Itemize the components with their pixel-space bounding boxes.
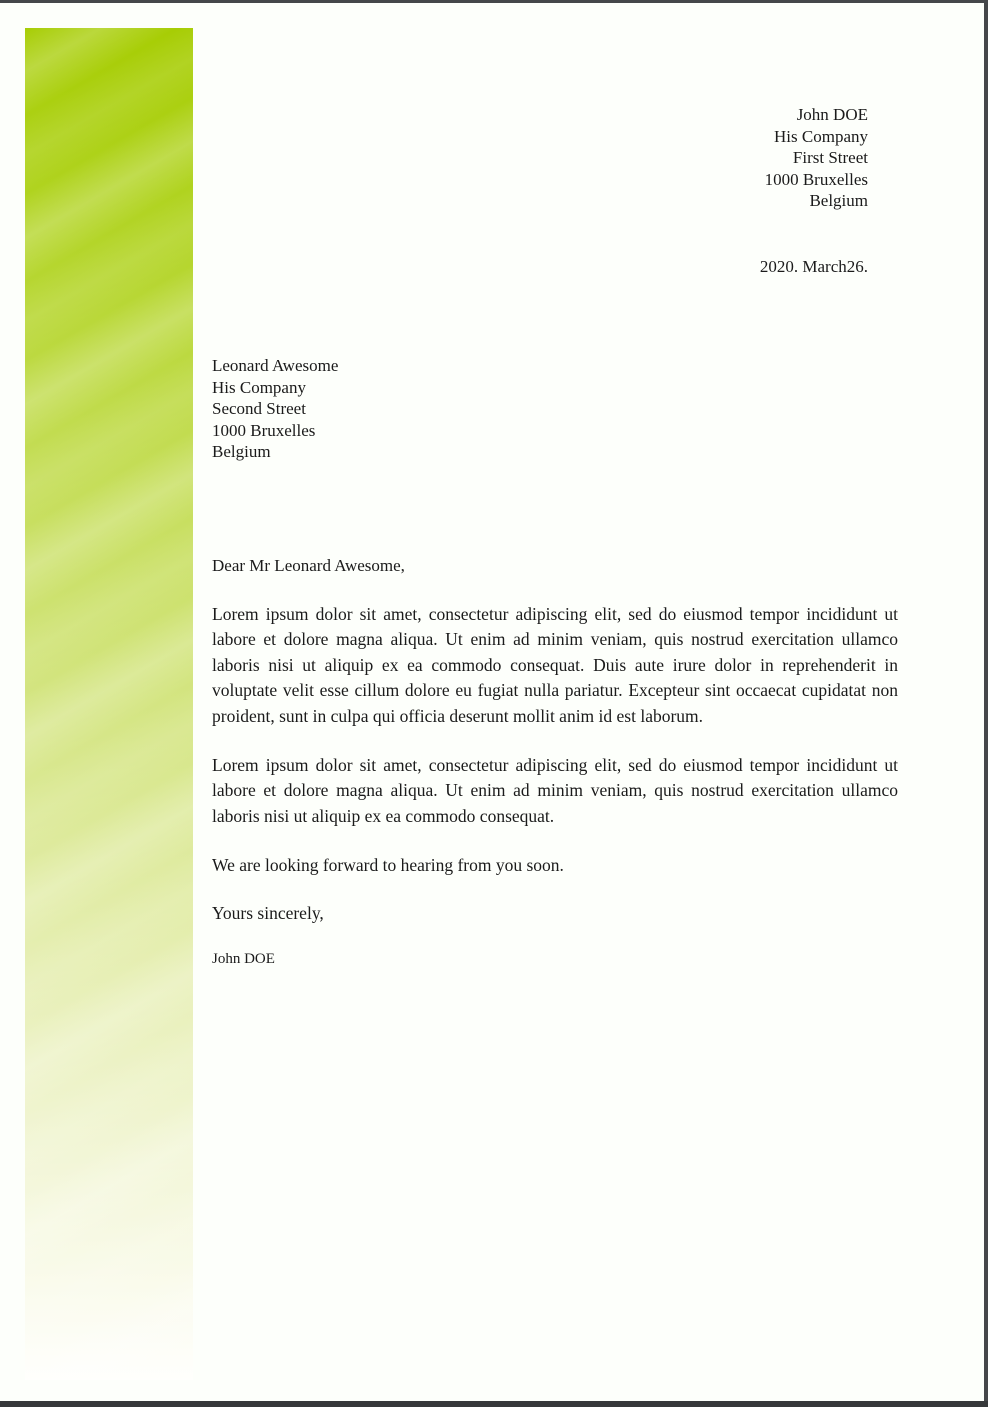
recipient-country: Belgium bbox=[212, 442, 271, 461]
body-paragraph-2: Lorem ipsum dolor sit amet, consectetur adipiscing elit, sed do eiusmod tempor incididunt ut labore et dolore magna aliqua. Ut enim ad minim veniam, quis nostrud exercitation ullamco laboris nisi ut aliquip ex ea commodo consequat. bbox=[212, 755, 898, 826]
sender-company: His Company bbox=[774, 126, 868, 146]
salutation: Dear Mr Leonard Awesome, bbox=[212, 556, 405, 575]
recipient-address-block bbox=[212, 355, 338, 463]
sender-street: First Street bbox=[792, 148, 868, 167]
body-paragraph-1: Lorem ipsum dolor sit amet, consectetur adipiscing elit, sed do eiusmod tempor incididunt ut labore et dolore magna aliqua. Ut enim ad minim veniam, quis nostrud exercitation ullamco laboris nisi ut aliquip ex ea commodo consequat. Duis aute irure dolor in reprehenderit in voluptate velit esse cillum dolore eu fugiat nulla pariatur. Excepteur sint occaecat cupidatat non proident, sunt in culpa qui officia deserunt mollit anim id est laborum. bbox=[212, 604, 898, 726]
sender-address-block bbox=[765, 104, 868, 212]
page-top-edge bbox=[0, 0, 988, 3]
sender-country: Belgium bbox=[809, 191, 868, 210]
green-accent-bar bbox=[25, 28, 193, 1380]
valediction: Yours sincerely, bbox=[212, 903, 324, 923]
page-right-edge bbox=[984, 0, 988, 1407]
recipient-name: Leonard Awesome bbox=[212, 356, 339, 375]
sender-name: John DOE bbox=[796, 105, 868, 124]
recipient-street: Second Street bbox=[212, 399, 306, 418]
letter-date: 2020. March26. bbox=[759, 257, 868, 276]
signature-name: John DOE bbox=[212, 951, 275, 967]
sender-city: 1000 Bruxelles bbox=[764, 169, 868, 189]
closing-line: We are looking forward to hearing from you soon. bbox=[212, 855, 564, 875]
recipient-company: His Company bbox=[212, 377, 306, 397]
page-bottom-edge bbox=[0, 1401, 988, 1407]
recipient-city: 1000 Bruxelles bbox=[212, 420, 316, 440]
